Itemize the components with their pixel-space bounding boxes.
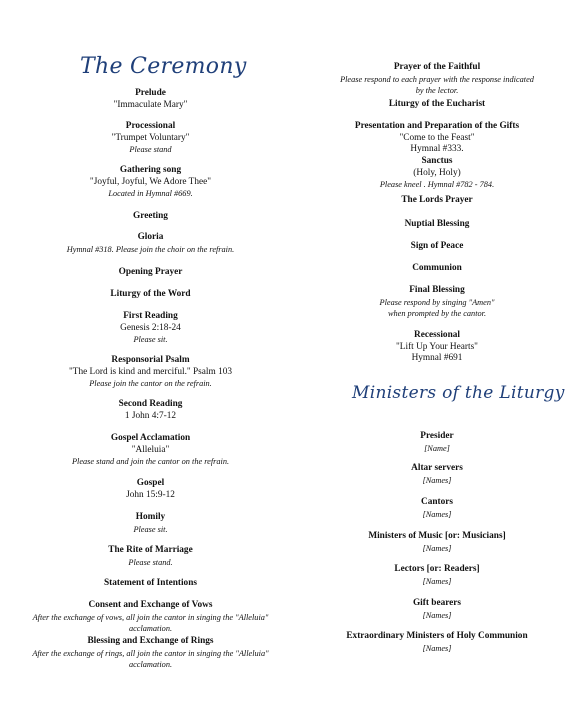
program-entry (28, 636, 273, 671)
entry-heading: Altar servers (411, 463, 463, 473)
entry-heading: First Reading (123, 311, 178, 321)
program-entry (312, 431, 562, 454)
entry-heading: Presentation and Preparation of the Gifts (354, 121, 520, 131)
entry-detail: Please stand (129, 145, 172, 154)
entry-detail: by the lector. (415, 86, 459, 95)
program-entry (28, 578, 273, 590)
entry-heading: Prayer of the Faithful (393, 62, 481, 72)
program-entry (28, 512, 273, 535)
entry-heading: Opening Prayer (118, 267, 183, 277)
entry-detail: After the exchange of rings, all join the cantor in singing the "Alleluia" (32, 648, 269, 658)
program-entry (312, 598, 562, 621)
entry-detail: Please sit. (133, 524, 168, 534)
program-entry (312, 121, 562, 156)
entry-detail: "Trumpet Voluntary" (111, 132, 190, 143)
entry-detail: Located in Hymnal #669. (108, 189, 193, 198)
entry-detail: "Lift Up Your Hearts" (396, 341, 478, 352)
program-entry (28, 355, 273, 390)
entry-heading: Presider (420, 431, 454, 441)
entry-detail: 1 John 4:7-12 (124, 410, 177, 421)
entry-heading: Blessing and Exchange of Rings (87, 636, 214, 646)
program-entry (28, 545, 273, 568)
entry-heading: Gospel (136, 478, 165, 488)
entry-heading: Second Reading (118, 399, 183, 409)
program-entry (28, 121, 273, 156)
entry-heading: Consent and Exchange of Vows (88, 600, 213, 610)
entry-heading: Sign of Peace (410, 241, 464, 251)
entry-heading: Communion (412, 263, 462, 273)
entry-detail: acclamation. (128, 624, 173, 633)
entry-heading: Responsorial Psalm (111, 355, 190, 365)
program-entry (312, 99, 562, 111)
entry-heading: Ministers of Music [or: Musicians] (368, 531, 506, 541)
entry-detail: "The Lord is kind and merciful." Psalm 103 (68, 366, 233, 377)
entry-heading: Liturgy of the Eucharist (388, 99, 486, 109)
ministers-title: Ministers of the Liturgy (352, 383, 565, 403)
entry-heading: The Lords Prayer (401, 195, 473, 205)
entry-heading: Final Blessing (409, 285, 465, 295)
entry-heading: Lectors [or: Readers] (394, 564, 480, 574)
entry-heading: Gospel Acclamation (110, 433, 191, 443)
entry-heading: Liturgy of the Word (110, 289, 191, 299)
entry-detail: "Come to the Feast" (399, 132, 475, 143)
entry-heading: Prelude (135, 88, 166, 98)
program-entry (312, 241, 562, 253)
entry-heading: Processional (125, 121, 176, 131)
entry-detail: [Names] (422, 543, 452, 553)
entry-heading: Gloria (137, 232, 164, 242)
entry-detail: Please stand. (128, 557, 173, 567)
entry-detail: Hymnal #333. (410, 144, 464, 154)
entry-detail: "Immaculate Mary" (113, 99, 188, 110)
entry-heading: Greeting (133, 211, 168, 221)
program-entry (312, 156, 562, 191)
program-entry (312, 564, 562, 587)
entry-detail: Hymnal #318. Please join the choir on the refrain. (66, 244, 235, 254)
entry-detail: Please stand and join the cantor on the refrain. (71, 457, 230, 466)
entry-heading: Homily (135, 512, 166, 522)
entry-detail: Please join the cantor on the refrain. (89, 379, 212, 388)
entry-detail: Please kneel . Hymnal #782 - 784. (379, 180, 495, 189)
entry-detail: [Names] (422, 610, 452, 620)
program-entry (28, 88, 273, 111)
entry-heading: Sanctus (421, 156, 453, 166)
program-entry (312, 330, 562, 365)
program-entry (312, 531, 562, 554)
entry-detail: (Holy, Holy) (413, 167, 461, 178)
entry-detail: Hymnal #691 (411, 353, 463, 363)
entry-detail: [Names] (422, 475, 452, 485)
program-entry (28, 211, 273, 223)
entry-detail: [Names] (422, 643, 452, 653)
program-entry (28, 311, 273, 346)
entry-heading: Cantors (420, 497, 454, 507)
program-entry (28, 478, 273, 501)
program-entry (312, 497, 562, 520)
program-entry (28, 399, 273, 422)
program-entry (312, 62, 562, 97)
entry-heading: Recessional (414, 330, 460, 340)
ceremony-title: The Ceremony (80, 54, 247, 79)
program-entry (28, 232, 273, 255)
program-entry (312, 285, 562, 320)
entry-heading: Gathering song (119, 165, 182, 175)
entry-detail: Please sit. (133, 335, 168, 344)
program-entry (312, 219, 562, 231)
program-entry (28, 433, 273, 468)
program-entry (28, 600, 273, 635)
entry-detail: acclamation. (128, 660, 173, 669)
entry-heading: The Rite of Marriage (108, 545, 193, 555)
entry-detail: [Names] (422, 576, 452, 586)
program-entry (312, 463, 562, 486)
program-entry (28, 289, 273, 301)
entry-detail: John 15:9-12 (126, 489, 175, 500)
entry-detail: when prompted by the cantor. (387, 309, 487, 318)
entry-heading: Nuptial Blessing (404, 219, 470, 229)
entry-heading: Gift bearers (412, 598, 462, 608)
program-entry (312, 631, 562, 654)
entry-detail: After the exchange of vows, all join the cantor in singing the "Alleluia" (32, 612, 269, 622)
entry-detail: Genesis 2:18-24 (120, 322, 181, 333)
entry-detail: [Name] (424, 443, 450, 453)
program-entry (28, 165, 273, 200)
entry-detail: "Joyful, Joyful, We Adore Thee" (89, 176, 212, 187)
program-entry (28, 267, 273, 279)
entry-heading: Extraordinary Ministers of Holy Communion (346, 631, 528, 641)
entry-detail: Please respond to each prayer with the response indicated (340, 74, 534, 84)
program-entry (312, 263, 562, 275)
entry-detail: "Alleluia" (131, 444, 170, 455)
entry-heading: Statement of Intentions (104, 578, 197, 588)
entry-detail: Please respond by singing "Amen" (379, 297, 495, 307)
entry-detail: [Names] (422, 509, 452, 519)
program-entry (312, 195, 562, 207)
